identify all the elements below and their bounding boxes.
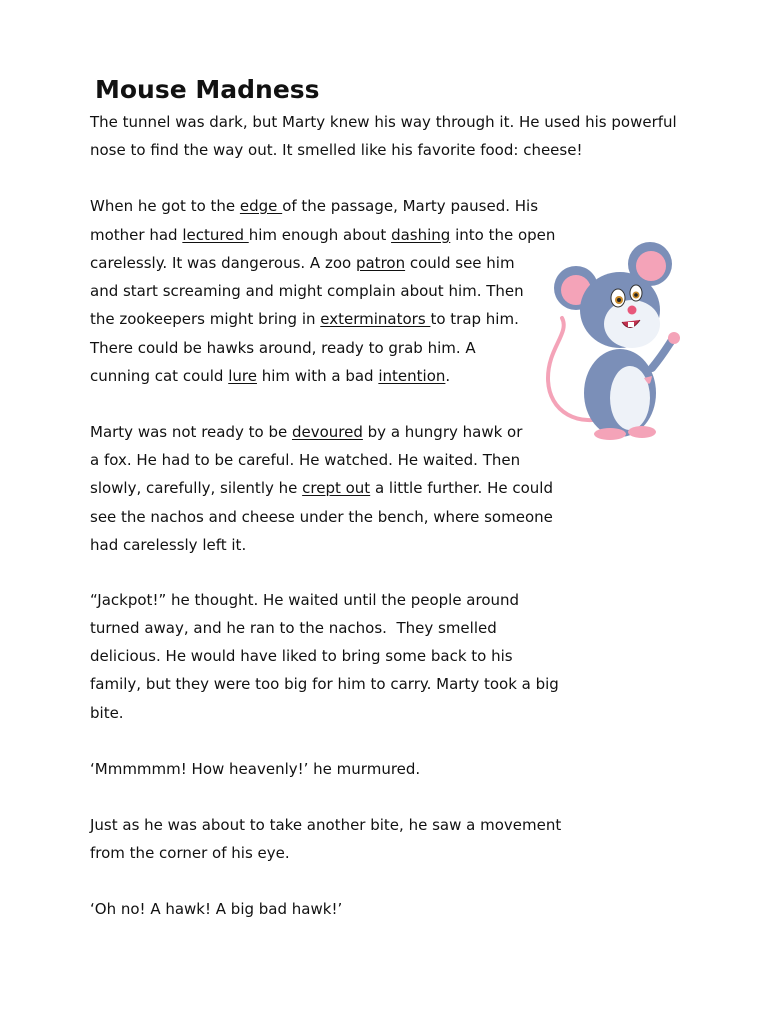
- text-segment: from the corner of his eye.: [90, 844, 290, 862]
- page-title: Mouse Madness: [95, 75, 320, 104]
- text-segment: by a hungry hawk or: [362, 423, 523, 441]
- text-line: [90, 843, 290, 863]
- text-segment: delicious. He would have liked to bring some back to his: [90, 647, 513, 665]
- text-line: [90, 815, 561, 835]
- text-segment: a fox. He had to be careful. He watched. He waited. Then: [90, 451, 521, 469]
- text-segment: ‘Oh no! A hawk! A big bad hawk!’: [90, 900, 343, 918]
- text-line: [90, 703, 124, 723]
- text-line: [90, 196, 538, 216]
- text-segment: ‘Mmmmmm! How heavenly!’ he murmured.: [90, 760, 421, 778]
- text-line: [90, 899, 342, 919]
- text-segment: a little further. He could: [370, 479, 553, 497]
- text-segment: could see him: [405, 254, 515, 272]
- text-segment: see the nachos and cheese under the bench, where someone: [90, 508, 553, 526]
- text-line: [90, 422, 522, 442]
- vocabulary-word: exterminators: [320, 310, 431, 328]
- text-line: [90, 507, 553, 527]
- text-line: [90, 478, 553, 498]
- text-line: [90, 590, 519, 610]
- text-segment: Just as he was about to take another bite, he saw a movement: [90, 816, 562, 834]
- text-line: [90, 450, 520, 470]
- vocabulary-word: intention: [378, 367, 446, 385]
- text-segment: When he got to the: [90, 197, 240, 215]
- text-line: [90, 618, 497, 638]
- text-line: [90, 759, 420, 779]
- text-segment: into the open: [450, 226, 556, 244]
- text-line: [90, 281, 524, 301]
- text-line: [90, 674, 559, 694]
- text-segment: turned away, and he ran to the nachos. They smelled: [90, 619, 497, 637]
- text-line: [90, 338, 476, 358]
- vocabulary-word: lure: [228, 367, 257, 385]
- text-segment: of the passage, Marty paused. His: [282, 197, 539, 215]
- text-line: [90, 309, 519, 329]
- text-line: [90, 535, 246, 555]
- vocabulary-word: lectured: [182, 226, 249, 244]
- text-segment: the zookeepers might bring in: [90, 310, 321, 328]
- text-segment: .: [445, 367, 451, 385]
- text-segment: carelessly. It was dangerous. A zoo: [90, 254, 356, 272]
- text-segment: “Jackpot!” he thought. He waited until the people around: [90, 591, 520, 609]
- text-line: [90, 140, 582, 160]
- text-segment: bite.: [90, 704, 124, 722]
- text-line: [90, 646, 513, 666]
- vocabulary-word: dashing: [391, 226, 451, 244]
- text-segment: family, but they were too big for him to carry. Marty took a big: [90, 675, 559, 693]
- text-segment: him enough about: [248, 226, 392, 244]
- text-segment: nose to find the way out. It smelled like his favorite food: cheese!: [90, 141, 583, 159]
- text-line: [90, 366, 450, 386]
- vocabulary-word: edge: [239, 197, 283, 215]
- text-segment: mother had: [90, 226, 183, 244]
- text-line: [90, 253, 515, 273]
- text-segment: Marty was not ready to be: [90, 423, 292, 441]
- text-segment: him with a bad: [256, 367, 379, 385]
- cartoon-mouse-icon: [540, 238, 682, 444]
- text-segment: to trap him.: [430, 310, 519, 328]
- text-segment: cunning cat could: [90, 367, 229, 385]
- text-segment: had carelessly left it.: [90, 536, 247, 554]
- text-line: [90, 112, 677, 132]
- text-segment: There could be hawks around, ready to grab him. A: [90, 339, 476, 357]
- vocabulary-word: crept out: [302, 479, 371, 497]
- text-segment: slowly, carefully, silently he: [90, 479, 303, 497]
- text-segment: and start screaming and might complain about him. Then: [90, 282, 524, 300]
- text-segment: The tunnel was dark, but Marty knew his way through it. He used his powerful: [90, 113, 677, 131]
- vocabulary-word: devoured: [291, 423, 363, 441]
- text-line: [90, 225, 555, 245]
- vocabulary-word: patron: [355, 254, 406, 272]
